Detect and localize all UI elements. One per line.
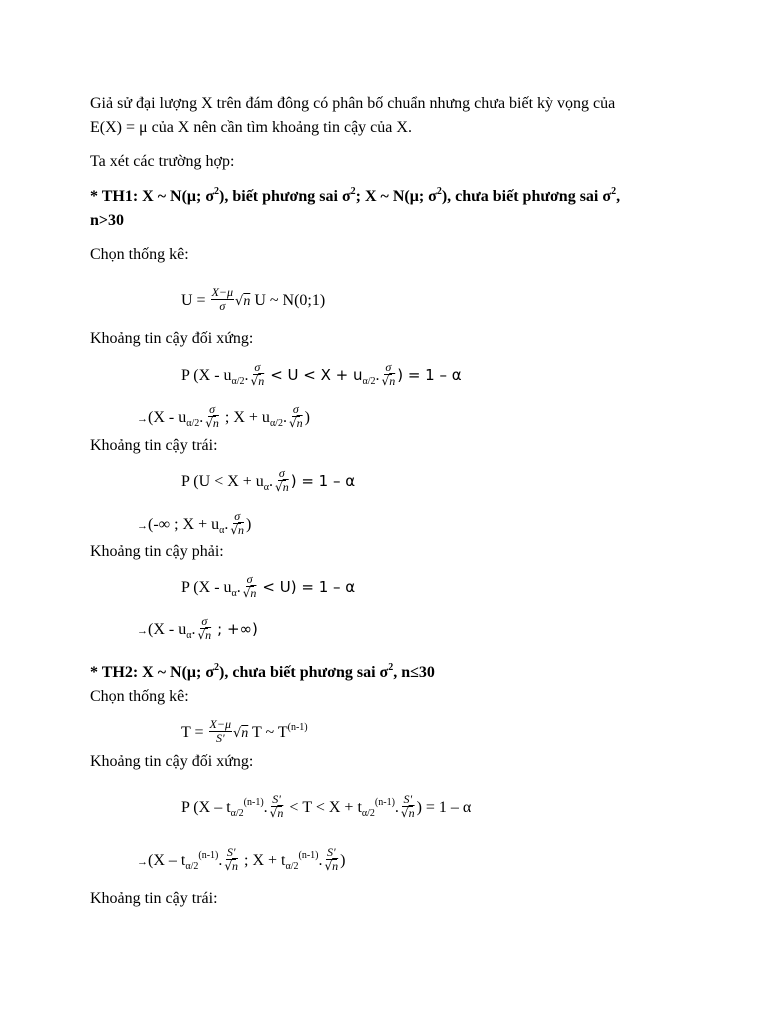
fraction: $\frac{\sigma}{√n}$ xyxy=(250,360,265,388)
th1-heading-line-2: n>30 xyxy=(90,212,125,229)
th2-heading: * TH2: X ~ N(μ; $\sigma^2$), chưa biết phương sai $\sigma^2$, n≤30 xyxy=(90,661,435,681)
fraction: $\frac{\sigma}{√n}$ xyxy=(197,614,212,642)
sqrt-n: √n xyxy=(235,294,251,310)
th1-u-formula: U = $\frac{X-\mu}{\sigma}$ √n U ~ N(0;1) xyxy=(181,285,326,313)
th1-heading: * TH1: X ~ N(μ; $\sigma^2$), biết phương sai $\sigma^2$; X ~ N(μ; $\sigma^2$), chưa biết phương sai $\sigma^2$, xyxy=(90,185,621,205)
th2-symmetric-label: Khoảng tin cậy đối xứng: xyxy=(90,753,254,770)
th2-t-formula: T = $\frac{X-\mu}{S'}$ √n T ~ $T^{(n-1)}$ xyxy=(181,717,308,745)
fraction: $\frac{\sigma}{√n}$ xyxy=(275,466,289,494)
fraction: $\frac{\sigma}{√n}$ xyxy=(381,360,396,388)
th1-symmetric-label: Khoảng tin cậy đối xứng: xyxy=(90,330,254,347)
fraction: $\frac{X-\mu}{S'}$ xyxy=(209,717,231,745)
fraction: $\frac{S'}{√n}$ xyxy=(400,792,415,820)
fraction: $\frac{S'}{√n}$ xyxy=(324,845,339,873)
fraction: $\frac{S'}{√n}$ xyxy=(224,845,239,873)
th2-symmetric-probability: P ($X - t_{\alpha/2}^{(n-1)}$. $\frac{S'}{√n}$ < $T < X + t_{\alpha/2}^{(n-1)}$. $\frac{S'}{√n}$ ) = 1 – α xyxy=(181,792,472,820)
th1-symmetric-interval: $\to(X - u_{\alpha/2}$. $\frac{\sigma}{√n}$ ; $X + u_{\alpha/2}$. $\frac{\sigma}{√n}$ ) xyxy=(137,402,310,430)
sqrt-n: √n xyxy=(232,726,249,742)
th1-left-probability: P ($U < X + u_\alpha$. $\frac{\sigma}{√n}$ ) = 1 – α xyxy=(181,466,356,494)
th1-right-probability: P ($X - u_\alpha$. $\frac{\sigma}{√n}$ < U) = 1 – α xyxy=(181,572,356,600)
intro-line-3: Ta xét các trường hợp: xyxy=(90,153,235,170)
fraction: $\frac{\sigma}{√n}$ xyxy=(230,509,244,537)
th1-right-label: Khoảng tin cậy phải: xyxy=(90,543,224,560)
th1-symmetric-probability: P ($X - u_{\alpha/2}$. $\frac{\sigma}{√n}$ < $U < X + u_{\alpha/2}$. $\frac{\sigma}{√n}$ ) = 1 – α xyxy=(181,360,462,388)
th1-choose-statistic: Chọn thống kê: xyxy=(90,246,189,263)
th1-left-interval: →(-∞ ; $X + u_\alpha$. $\frac{\sigma}{√n}$ ) xyxy=(137,509,252,537)
th1-left-label: Khoảng tin cậy trái: xyxy=(90,437,218,454)
fraction: $\frac{\sigma}{√n}$ xyxy=(288,402,303,430)
th2-left-label: Khoảng tin cậy trái: xyxy=(90,890,218,907)
th2-choose-statistic: Chọn thống kê: xyxy=(90,688,189,705)
intro-line-2: E(X) = μ của X nên cần tìm khoảng tin cậy của X. xyxy=(90,119,412,136)
th1-right-interval: $\to(X - u_\alpha$. $\frac{\sigma}{√n}$ ; +∞) xyxy=(137,614,258,642)
fraction: $\frac{\sigma}{√n}$ xyxy=(205,402,219,430)
th2-symmetric-interval: $\to(X - t_{\alpha/2}^{(n-1)}$. $\frac{S'}{√n}$ ; $X + t_{\alpha/2}^{(n-1)}$. $\frac{S'}{√n}$ ) xyxy=(137,845,346,873)
fraction: $\frac{X-\mu}{\sigma}$ xyxy=(211,285,234,313)
fraction: $\frac{\sigma}{√n}$ xyxy=(242,572,257,600)
fraction: $\frac{S'}{√n}$ xyxy=(269,792,284,820)
intro-line-1: Giả sử đại lượng X trên đám đông có phân bố chuẩn nhưng chưa biết kỳ vọng của xyxy=(90,95,616,112)
